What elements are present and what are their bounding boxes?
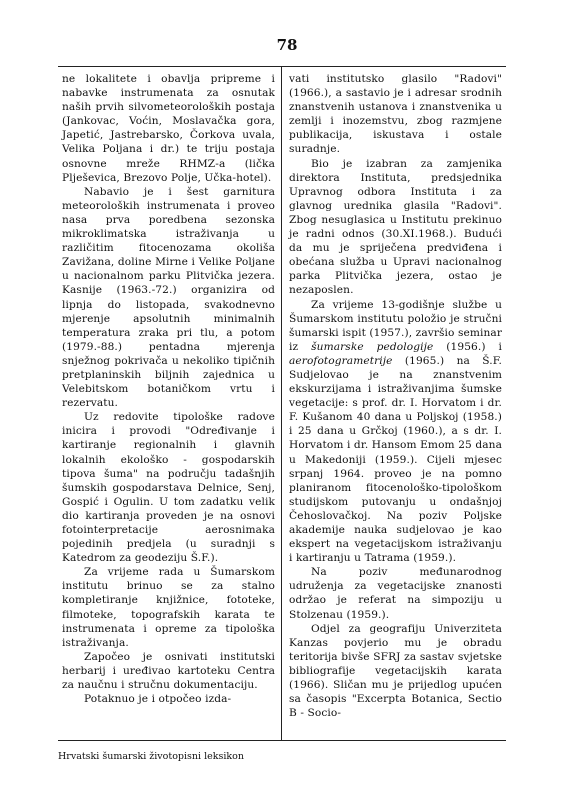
text-run: (1956.) i: [433, 340, 503, 353]
footer-title: Hrvatski šumarski životopisni leksikon: [58, 751, 245, 762]
italic-term: aerofotogrametrije: [289, 354, 393, 367]
paragraph: Odjel za geografiju Univerziteta Kanzas povjerio mu je obradu teritorija bivše SFRJ za sastav svjetske bibliografije vegetacijskih karata (1966). Sličan mu je prijedlog upućen sa časopis "Excerpta Botanica, Sectio B - Socio-: [289, 622, 502, 720]
italic-term: šumarske pedologije: [311, 340, 434, 353]
text-run: Za vrijeme 13-godišnje službe u Šumarskom institutu položio je stručni šumarski ispit (1957.), završio seminar iz: [289, 298, 503, 353]
paragraph: Bio je izabran za zamjenika direktora Instituta, predsjednika Upravnog odbora Instituta i za glavnog urednika glasila "Radovi". Zbog nesuglasica u Institutu prekinuo je radni odnos (30.XI.1968.). Budući da mu je spriječena predviđena i obećana služba u Upravi nacionalnog parka Plitvička jezera, ostao je nezaposlen.: [289, 157, 502, 297]
paragraph: Započeo je osnivati institutski herbarij i uređivao kartoteku Centra za naučnu i stručnu dokumentaciju.: [62, 650, 275, 692]
paragraph: vati institutsko glasilo "Radovi" (1966.), a sastavio je i adresar srodnih znanstvenih ustanova i znanstvenika u zemlji i inozemstvu, zbog razmjene publikacija, iskustava i ostale suradnje.: [289, 73, 502, 156]
paragraph: Za vrijeme rada u Šumarskom institutu brinuo se za stalno kompletiranje knjižnice, fototeke, filmoteke, topografskih karata te instrumenata i opreme za tipološka istraživanja.: [62, 566, 275, 649]
paragraph: [289, 298, 502, 566]
column-divider: [281, 66, 282, 740]
paragraph: ne lokalitete i obavlja pripreme i nabavke instrumenata za osnutak naših prvih silvometeoroloških postaja (Jankovac, Voćin, Moslavačka gora, Japetić, Jastrebarsko, Čorkova uvala, Velika Poljana i dr.) te triju postaja osnovne mreže RHMZ-a (lička Plješevica, Brezovo Polje, Učka-hotel).: [62, 73, 275, 184]
right-column: [289, 72, 502, 720]
paragraph: Potaknuo je i otpočeo izda-: [84, 693, 232, 706]
header-rule: [58, 66, 506, 67]
paragraph: Uz redovite tipološke radove inicira i provodi "Određivanje i kartiranje regionalnih i glavnih lokalnih ekološko - gospodarskih tipova šuma" na području tadašnjih šumskih gospodarstava Delnice, Senj, Gospić i Ogulin. U tom zadatku velik dio kartiranja proveden je na osnovi fotointerpretacije aerosnimaka pojedinih predjela (u suradnji s Katedrom za geodeziju Š.F.).: [62, 411, 275, 565]
footer-rule: [58, 740, 506, 741]
paragraph: Na poziv međunarodnog udruženja za vegetacijske znanosti održao je referat na simpoziju u Stolzenau (1959.).: [289, 566, 502, 621]
text-run: (1965.) na Š.F. Sudjelovao je na znanstvenim ekskurzijama i istraživanjima šumske vegetacije: s prof. dr. I. Horvatom i dr. F. Kušanom 40 dana u Poljskoj (1958.) i 25 dana u Grčkoj (1960.), a s dr. I. Horvatom i dr. Hansom Emom 25 dana u Makedoniji (1959.). Cijeli mjesec srpanj 1964. proveo je na pomno planiranom fitocenološko-tipološkom studijskom putovanju u ondašnjoj Čehoslovačkoj. Na poziv Poljske akademije nauka sudjelovao je kao ekspert na vegetacijskom istraživanju i kartiranju u Tatrama (1959.).: [289, 354, 502, 565]
left-column: [62, 72, 275, 706]
page-number: 78: [276, 36, 298, 54]
paragraph: Nabavio je i šest garnitura meteoroloških instrumenata i proveo nasa prva poredbena sezonska mikroklimatska istraživanja u različitim fitocenozama okoliša Zavižana, doline Mirne i Velike Poljane u nacionalnom parku Plitvička jezera. Kasnije (1963.-72.) organizira od lipnja do listopada, svakodnevno mjerenje apsolutnih minimalnih temperatura zraka pri tlu, a potom (1979.-88.) pentadna mjerenja snježnog pokrivača u nekoliko tipičnih pretplaninskih biljnih zajednica u Velebitskom botaničkom vrtu i rezervatu.: [62, 185, 275, 410]
